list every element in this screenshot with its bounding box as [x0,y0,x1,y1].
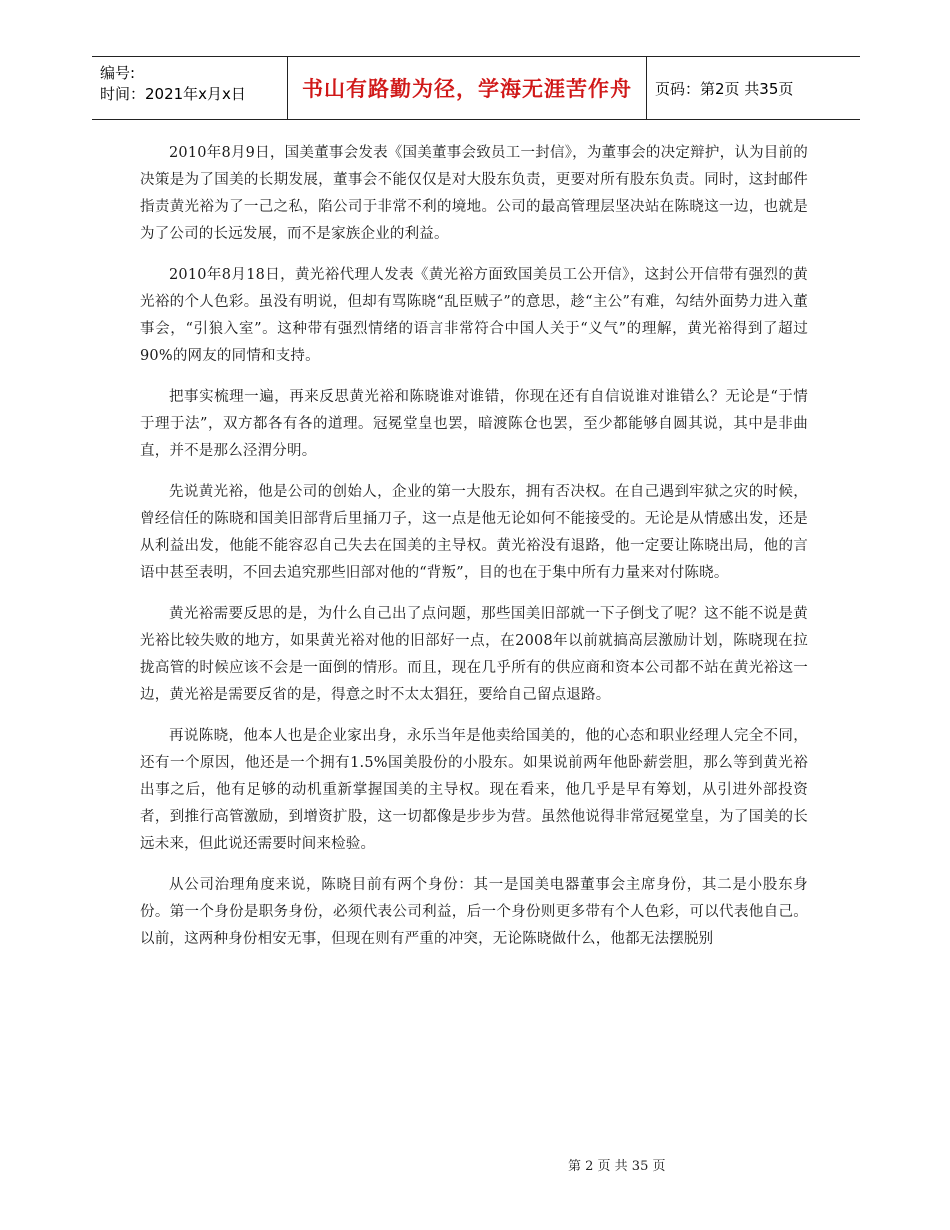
paragraph-1: 2010年8月9日，国美董事会发表《国美董事会致员工一封信》，为董事会的决定辩护，认为目前的决策是为了国美的长期发展，董事会不能仅仅是对大股东负责，更要对所有股东负责。同时，这封邮件指责黄光裕为了一己之私，陷公司于非常不利的境地。公司的最高管理层坚决站在陈晓这一边，也就是为了公司的长远发展，而不是家族企业的利益。 [140,145,808,242]
page-header [92,56,860,120]
paragraph-5: 黄光裕需要反思的是，为什么自己出了点问题，那些国美旧部就一下子倒戈了呢？这不能不说是黄光裕比较失败的地方，如果黄光裕对他的旧部好一点，在2008年以前就搞高层激励计划，陈晓现在拉拢高管的时候应该不会是一面倒的情形。而且，现在几乎所有的供应商和资本公司都不站在黄光裕这一边，黄光裕是需要反省的是，得意之时不太太猖狂，要给自己留点退路。 [140,606,808,703]
document-number-label: 编号: [100,64,136,82]
header-motto: 书山有路勤为径，学海无涯苦作舟 [287,57,647,119]
paragraph-7: 从公司治理角度来说，陈晓目前有两个身份：其一是国美电器董事会主席身份，其二是小股东身份。第一个身份是职务身份，必须代表公司利益，后一个身份则更多带有个人色彩，可以代表他自己。以前，这两种身份相安无事，但现在则有严重的冲突，无论陈晓做什么，他都无法摆脱别 [140,877,808,947]
document-body [140,140,808,967]
footer-page-number: 第 2 页 共 35 页 [568,1159,666,1174]
paragraph-6: 再说陈晓，他本人也是企业家出身，永乐当年是他卖给国美的，他的心态和职业经理人完全不同，还有一个原因，他还是一个拥有1.5%国美股份的小股东。如果说前两年他卧薪尝胆，那么等到黄光裕出事之后，他有足够的动机重新掌握国美的主导权。现在看来，他几乎是早有筹划，从引进外部投资者，到推行高管激励，到增资扩股，这一切都像是步步为营。虽然他说得非常冠冕堂皇，为了国美的长远未来，但此说还需要时间来检验。 [140,728,808,852]
document-time-label: 时间：2021年x月x日 [100,85,246,103]
header-meta [92,57,287,119]
paragraph-4: 先说黄光裕，他是公司的创始人，企业的第一大股东，拥有否决权。在自己遇到牢狱之灾的时候，曾经信任的陈晓和国美旧部背后里捅刀子，这一点是他无论如何不能接受的。无论是从情感出发，还是从利益出发，他能不能容忍自己失去在国美的主导权。黄光裕没有退路，他一定要让陈晓出局，他的言语中甚至表明，不回去追究那些旧部对他的“背叛”，目的也在于集中所有力量来对付陈晓。 [140,484,808,581]
paragraph-2: 2010年8月18日，黄光裕代理人发表《黄光裕方面致国美员工公开信》，这封公开信带有强烈的黄光裕的个人色彩。虽没有明说，但却有骂陈晓“乱臣贼子”的意思，趁“主公”有难，勾结外面势力进入董事会，“引狼入室”。这种带有强烈情绪的语言非常符合中国人关于“义气”的理解，黄光裕得到了超过90%的网友的同情和支持。 [140,267,808,364]
header-page-info: 页码：第2页 共35页 [655,79,794,98]
paragraph-3: 把事实梳理一遍，再来反思黄光裕和陈晓谁对谁错，你现在还有自信说谁对谁错么？无论是“于情于理于法”，双方都各有各的道理。冠冕堂皇也罢，暗渡陈仓也罢，至少都能够自圆其说，其中是非曲直，并不是那么泾渭分明。 [140,389,808,459]
